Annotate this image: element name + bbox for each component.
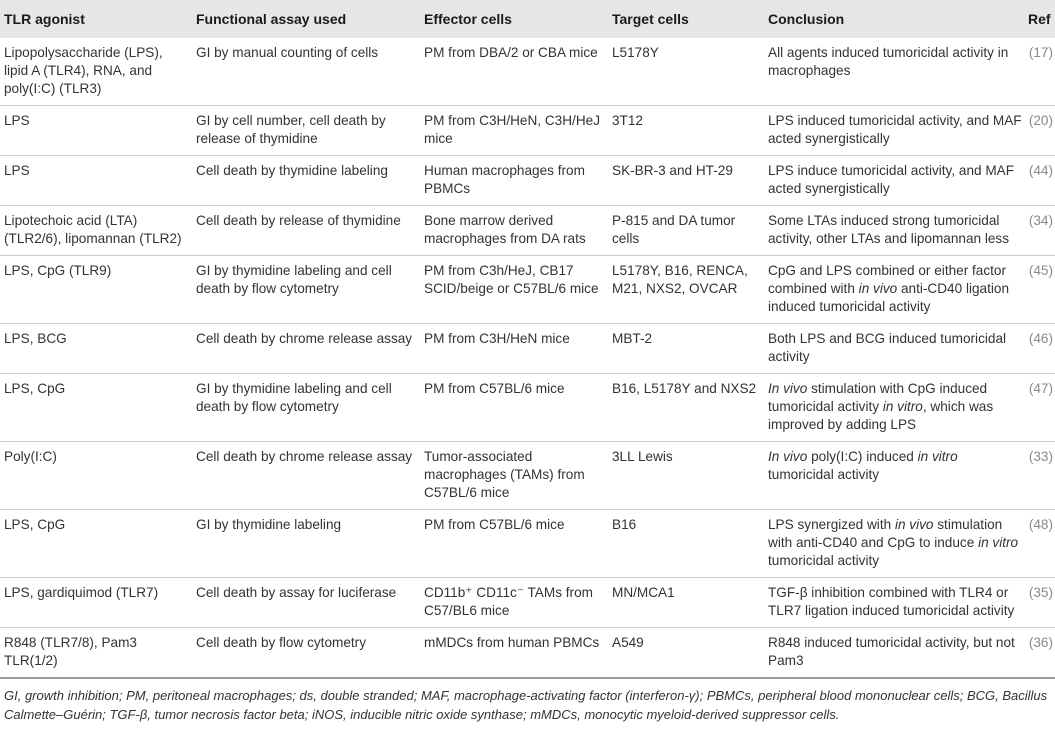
target-cell: 3LL Lewis [608, 442, 764, 510]
italic-term: in vivo [858, 281, 898, 296]
effector-cell: CD11b⁺ CD11c⁻ TAMs from C57/BL6 mice [420, 578, 608, 628]
table-row [0, 38, 1055, 106]
conclusion-cell: Some LTAs induced strong tumoricidal activity, other LTAs and lipomannan less [764, 206, 1028, 256]
table-row [0, 156, 1055, 206]
ref-cell: (34) [1028, 206, 1055, 256]
target-cell: L5178Y [608, 38, 764, 106]
effector-cell: mMDCs from human PBMCs [420, 628, 608, 679]
assay-cell: GI by thymidine labeling and cell death by flow cytometry [192, 256, 420, 324]
target-cell: P-815 and DA tumor cells [608, 206, 764, 256]
italic-term: in vitro [882, 399, 923, 414]
agonist-cell: LPS, gardiquimod (TLR7) [0, 578, 192, 628]
conclusion-cell: LPS induce tumoricidal activity, and MAF acted synergistically [764, 156, 1028, 206]
agonist-cell: LPS, CpG (TLR9) [0, 256, 192, 324]
target-cell: L5178Y, B16, RENCA, M21, NXS2, OVCAR [608, 256, 764, 324]
target-cell: SK-BR-3 and HT-29 [608, 156, 764, 206]
conclusion-text: , which was improved by adding LPS [768, 399, 994, 432]
assay-cell: GI by manual counting of cells [192, 38, 420, 106]
table-body [0, 38, 1055, 678]
table-footnote: GI, growth inhibition; PM, peritoneal macrophages; ds, double stranded; MAF, macrophage-activating factor (interferon-γ); PBMCs, peripheral blood mononuclear cells; BCG, Bacillus Calmette–Guérin; TGF-β, tumor necrosis factor beta; iNOS, inducible nitric oxide synthase; mMDCs, monocytic myeloid-derived suppressor cells. [4, 688, 1048, 722]
effector-cell: Bone marrow derived macrophages from DA rats [420, 206, 608, 256]
table-row [0, 256, 1055, 324]
header-tlr-agonist: TLR agonist [4, 11, 85, 27]
conclusion-cell: TGF-β inhibition combined with TLR4 or TLR7 ligation induced tumoricidal activity [764, 578, 1028, 628]
target-cell: B16, L5178Y and NXS2 [608, 374, 764, 442]
agonist-cell: Lipotechoic acid (LTA) (TLR2/6), lipomannan (TLR2) [0, 206, 192, 256]
ref-cell: (20) [1028, 106, 1055, 156]
target-cell: A549 [608, 628, 764, 679]
conclusion-cell: Both LPS and BCG induced tumoricidal activity [764, 324, 1028, 374]
target-cell: MBT-2 [608, 324, 764, 374]
agonist-cell: Lipopolysaccharide (LPS), lipid A (TLR4), RNA, and poly(I:C) (TLR3) [0, 38, 192, 106]
conclusion-cell [764, 442, 1028, 510]
italic-term: In vivo [768, 381, 808, 396]
ref-cell: (48) [1028, 510, 1055, 578]
conclusion-text: stimulation with anti-CD40 and CpG to induce [768, 517, 1003, 550]
conclusion-text: poly(I:C) induced [807, 449, 918, 464]
conclusion-text: tumoricidal activity [768, 553, 880, 568]
ref-cell: (45) [1028, 256, 1055, 324]
assay-cell: Cell death by release of thymidine [192, 206, 420, 256]
table-row [0, 510, 1055, 578]
assay-cell: GI by thymidine labeling [192, 510, 420, 578]
assay-cell: GI by cell number, cell death by release of thymidine [192, 106, 420, 156]
assay-cell: Cell death by flow cytometry [192, 628, 420, 679]
assay-cell: Cell death by assay for luciferase [192, 578, 420, 628]
agonist-cell: LPS, CpG [0, 374, 192, 442]
italic-term: in vitro [917, 449, 958, 464]
ref-cell: (46) [1028, 324, 1055, 374]
table-row [0, 324, 1055, 374]
table-header-row [0, 0, 1055, 38]
table-row [0, 578, 1055, 628]
agonist-cell: Poly(I:C) [0, 442, 192, 510]
italic-term: In vivo [768, 449, 808, 464]
table-row [0, 374, 1055, 442]
italic-term: in vitro [978, 535, 1019, 550]
conclusion-text: anti-CD40 ligation induced tumoricidal activity [768, 281, 1010, 314]
agonist-cell: R848 (TLR7/8), Pam3 TLR(1/2) [0, 628, 192, 679]
ref-cell: (36) [1028, 628, 1055, 679]
table-row [0, 442, 1055, 510]
target-cell: MN/MCA1 [608, 578, 764, 628]
effector-cell: Human macrophages from PBMCs [420, 156, 608, 206]
header-functional-assay: Functional assay used [196, 11, 347, 27]
agonist-cell: LPS, BCG [0, 324, 192, 374]
ref-cell: (35) [1028, 578, 1055, 628]
target-cell: 3T12 [608, 106, 764, 156]
header-effector-cells: Effector cells [424, 11, 512, 27]
ref-cell: (17) [1028, 38, 1055, 106]
header-conclusion: Conclusion [768, 11, 845, 27]
effector-cell: PM from C57BL/6 mice [420, 374, 608, 442]
effector-cell: PM from DBA/2 or CBA mice [420, 38, 608, 106]
header-target-cells: Target cells [612, 11, 689, 27]
conclusion-text: stimulation with CpG induced tumoricidal activity [768, 381, 988, 414]
ref-cell: (47) [1028, 374, 1055, 442]
italic-term: in vivo [894, 517, 934, 532]
conclusion-cell [764, 256, 1028, 324]
conclusion-cell: LPS induced tumoricidal activity, and MAF acted synergistically [764, 106, 1028, 156]
effector-cell: PM from C3H/HeN mice [420, 324, 608, 374]
agonist-cell: LPS, CpG [0, 510, 192, 578]
ref-cell: (33) [1028, 442, 1055, 510]
header-ref: Ref [1028, 11, 1051, 27]
conclusion-cell [764, 374, 1028, 442]
conclusion-cell: All agents induced tumoricidal activity in macrophages [764, 38, 1028, 106]
agonist-cell: LPS [0, 156, 192, 206]
conclusion-cell [764, 510, 1028, 578]
assay-cell: Cell death by chrome release assay [192, 324, 420, 374]
table-row [0, 106, 1055, 156]
conclusion-text: tumoricidal activity [768, 467, 880, 482]
table-row [0, 206, 1055, 256]
ref-cell: (44) [1028, 156, 1055, 206]
target-cell: B16 [608, 510, 764, 578]
effector-cell: Tumor-associated macrophages (TAMs) from C57BL/6 mice [420, 442, 608, 510]
conclusion-text: LPS synergized with [768, 517, 895, 532]
effector-cell: PM from C3H/HeN, C3H/HeJ mice [420, 106, 608, 156]
conclusion-text: CpG and LPS combined or either factor combined with [768, 263, 1007, 296]
conclusion-cell: R848 induced tumoricidal activity, but not Pam3 [764, 628, 1028, 679]
agonist-cell: LPS [0, 106, 192, 156]
assay-cell: GI by thymidine labeling and cell death by flow cytometry [192, 374, 420, 442]
effector-cell: PM from C57BL/6 mice [420, 510, 608, 578]
assay-cell: Cell death by chrome release assay [192, 442, 420, 510]
table-row [0, 628, 1055, 679]
effector-cell: PM from C3h/HeJ, CB17 SCID/beige or C57BL/6 mice [420, 256, 608, 324]
assay-cell: Cell death by thymidine labeling [192, 156, 420, 206]
